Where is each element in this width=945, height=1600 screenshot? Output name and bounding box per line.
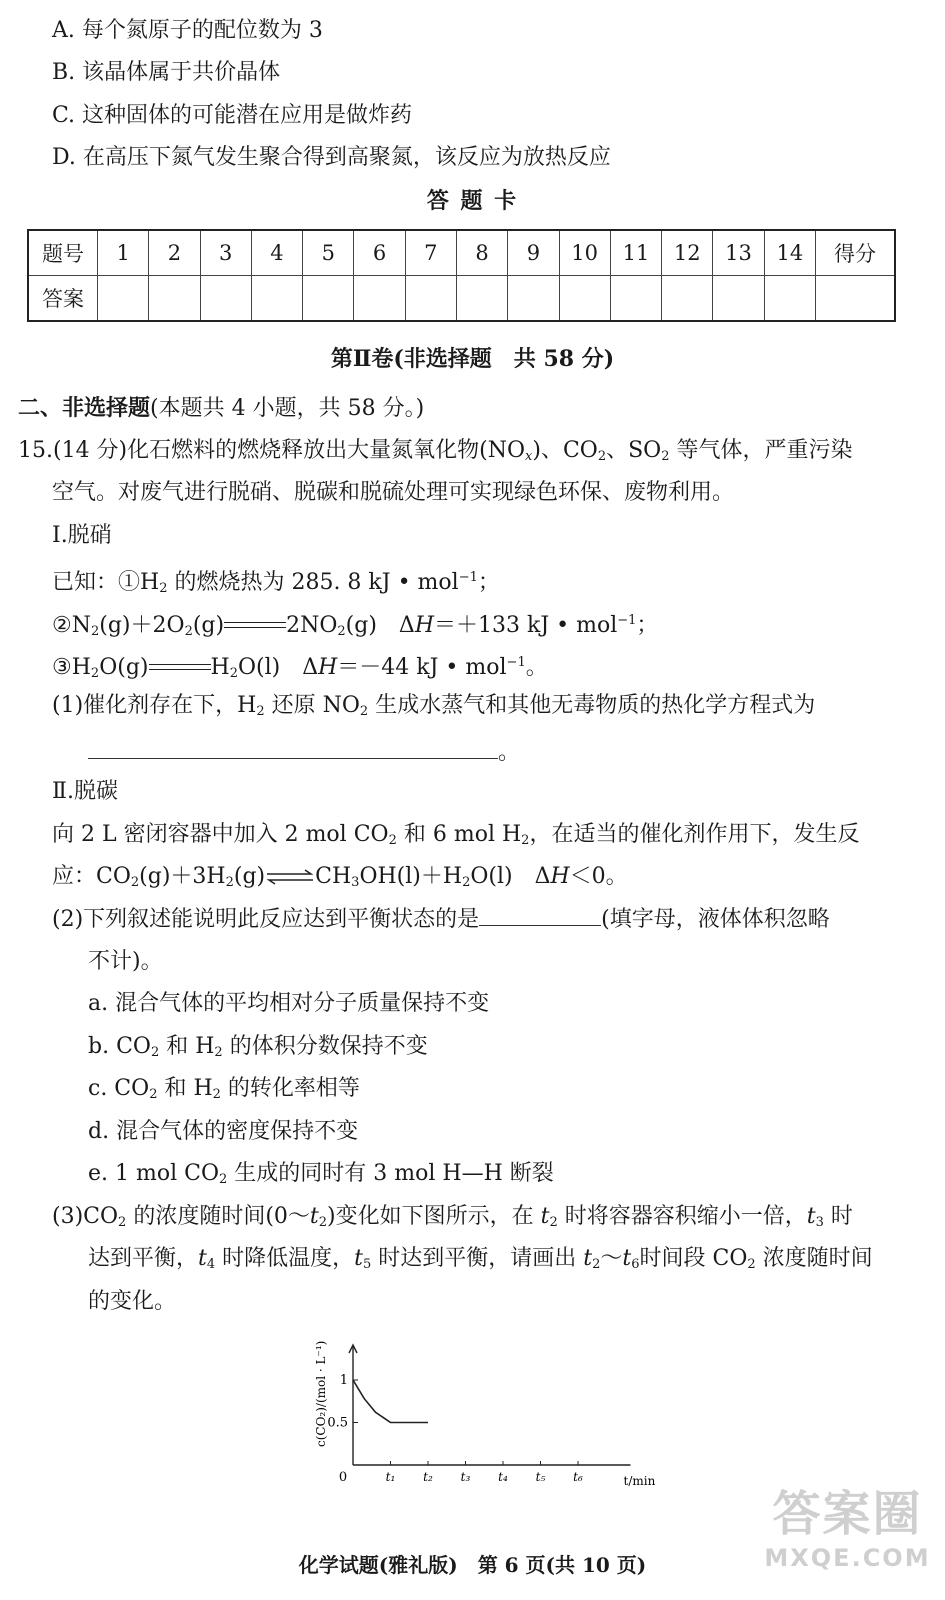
x-axis-label: t/min — [623, 1474, 656, 1488]
known-2: $②N_2(g)+2O_2(g)$ $2NO_2(g)$ ΔH＝＋133 kJ • mol$^{-1}$； — [52, 613, 659, 639]
q1-answer-line[interactable]: 。 — [88, 738, 520, 768]
option-c: C. 这种固体的可能潜在应用是做炸药 — [52, 103, 413, 128]
question-number-5: 5 — [303, 230, 354, 276]
equals-arrow — [224, 621, 286, 631]
watermark-url: MXQE.COM — [764, 1544, 931, 1572]
score-header: 得分 — [816, 230, 896, 276]
q3-prompt-2: 达到平衡，$t_4$ 时降低温度，$t_5$ 时达到平衡，请画出 $t_2\sim t_6$时间段 $CO_2$ 浓度随时间 — [88, 1246, 873, 1272]
x-tick-label-1: t₁ — [385, 1470, 396, 1484]
question-number-8: 8 — [456, 230, 507, 276]
answer-cell-4[interactable] — [251, 276, 302, 322]
y-axis-label: c(CO₂)/(mol · L⁻¹) — [314, 1340, 328, 1447]
q2-option-b: b. $CO_2$ 和 $H_2$ 的体积分数保持不变 — [88, 1034, 428, 1060]
q2-answer-blank[interactable] — [479, 907, 601, 926]
answer-cell-14[interactable] — [764, 276, 815, 322]
equilibrium-arrow-icon — [265, 870, 315, 884]
q15-intro-line1: 15.(14 分)化石燃料的燃烧释放出大量氮氧化物$(NO_x)$、$CO_2$、$SO_2$ 等气体，严重污染 — [18, 438, 853, 464]
row-header-number: 题号 — [28, 230, 98, 276]
q2-option-c: c. $CO_2$ 和 $H_2$ 的转化率相等 — [88, 1076, 360, 1102]
answer-cell-8[interactable] — [456, 276, 507, 322]
q3-prompt-3: 的变化。 — [88, 1289, 177, 1314]
question-number-10: 10 — [559, 230, 610, 276]
score-cell[interactable] — [816, 276, 896, 322]
question-number-9: 9 — [508, 230, 559, 276]
part2-title: Ⅱ.脱碳 — [52, 779, 118, 804]
answer-cell-6[interactable] — [354, 276, 405, 322]
origin-label: 0 — [338, 1470, 348, 1485]
x-tick-label-2: t₂ — [423, 1470, 433, 1484]
section-title: 第Ⅱ卷(非选择题 共 58 分) — [330, 346, 615, 372]
option-d: D. 在高压下氮气发生聚合得到高聚氮，该反应为放热反应 — [52, 145, 611, 170]
answer-cell-9[interactable] — [508, 276, 559, 322]
x-tick-label-5: t₅ — [535, 1470, 546, 1484]
x-tick-label-3: t₃ — [460, 1470, 471, 1484]
question-number-4: 4 — [251, 230, 302, 276]
part-heading — [18, 393, 424, 424]
x-tick-label-4: t₄ — [498, 1470, 508, 1484]
part1-title: Ⅰ.脱硝 — [52, 523, 112, 548]
y-tick-label-1: 0.5 — [327, 1415, 348, 1431]
answer-card-number-row — [28, 230, 895, 276]
answer-cell-11[interactable] — [610, 276, 661, 322]
answer-cell-2[interactable] — [149, 276, 200, 322]
known-3: $③H_2O(g)$ $H_2O(l)$ ΔH＝－44 kJ • mol$^{-1}$。 — [52, 655, 548, 681]
series-line-0 — [353, 1380, 428, 1423]
row-header-answer: 答案 — [28, 276, 98, 322]
question-number-1: 1 — [98, 230, 149, 276]
equals-arrow — [149, 663, 211, 673]
answer-cell-7[interactable] — [405, 276, 456, 322]
answer-cell-5[interactable] — [303, 276, 354, 322]
watermark-logo-text: 答案圈 — [772, 1486, 923, 1542]
known-1: 已知：$①H_2$ 的燃烧热为 285. 8 kJ • mol$^{-1}$； — [52, 570, 500, 596]
question-number-12: 12 — [662, 230, 713, 276]
part-note: (本题共 4 小题，共 58 分。) — [150, 396, 425, 421]
part2-text-1: 向 2 L 密闭容器中加入 2 mol $CO_2$ 和 6 mol $H_2$，在适当的催化剂作用下，发生反 — [52, 822, 860, 848]
answer-card-answer-row — [28, 276, 895, 322]
answer-cell-12[interactable] — [662, 276, 713, 322]
question-number-2: 2 — [149, 230, 200, 276]
option-a: A. 每个氮原子的配位数为 3 — [52, 18, 323, 43]
answer-cell-10[interactable] — [559, 276, 610, 322]
q2-option-d: d. 混合气体的密度保持不变 — [88, 1119, 359, 1144]
q3-prompt-1: $(3)CO_2$ 的浓度随时间$(0\sim t_2)$变化如下图所示，在 $t_2$ 时将容器容积缩小一倍，$t_3$ 时 — [52, 1204, 853, 1230]
part2-text-2: 应：$CO_2(g)+3H_2(g)$ $CH_3OH(l)+H_2O(l)$ ΔH＜0。 — [52, 864, 628, 890]
q2-option-e: e. 1 mol $CO_2$ 生成的同时有 3 mol H—H 断裂 — [88, 1161, 554, 1187]
x-tick-label-6: t₆ — [573, 1470, 583, 1484]
q1-answer-blank[interactable] — [88, 740, 498, 759]
answer-cell-13[interactable] — [713, 276, 764, 322]
answer-cell-1[interactable] — [98, 276, 149, 322]
question-number-11: 11 — [610, 230, 661, 276]
question-number-3: 3 — [200, 230, 251, 276]
answer-cell-3[interactable] — [200, 276, 251, 322]
option-b: B. 该晶体属于共价晶体 — [52, 60, 281, 85]
q2-prompt: (2)下列叙述能说明此反应达到平衡状态的是 (填字母，液体体积忽略 — [52, 907, 830, 932]
watermark — [760, 1475, 935, 1572]
part-title: 二、非选择题 — [18, 395, 151, 421]
question-number-14: 14 — [764, 230, 815, 276]
co2-concentration-chart — [300, 1335, 656, 1495]
question-number-7: 7 — [405, 230, 456, 276]
q15-intro-line2: 空气。对废气进行脱硝、脱碳和脱硫处理可实现绿色环保、废物利用。 — [52, 480, 735, 505]
question-number-6: 6 — [354, 230, 405, 276]
q1-prompt: (1)催化剂存在下，$H_2$ 还原 $NO_2$ 生成水蒸气和其他无毒物质的热化学方程式为 — [52, 693, 816, 719]
answer-card-table — [27, 229, 896, 322]
question-number-13: 13 — [713, 230, 764, 276]
q2-prompt-cont: 不计)。 — [88, 949, 163, 974]
y-tick-label-0: 1 — [339, 1373, 348, 1388]
answer-card-title: 答 题 卡 — [426, 188, 519, 214]
page-footer: 化学试题(雅礼版) 第 6 页(共 10 页) — [298, 1553, 647, 1577]
q2-option-a: a. 混合气体的平均相对分子质量保持不变 — [88, 991, 490, 1016]
